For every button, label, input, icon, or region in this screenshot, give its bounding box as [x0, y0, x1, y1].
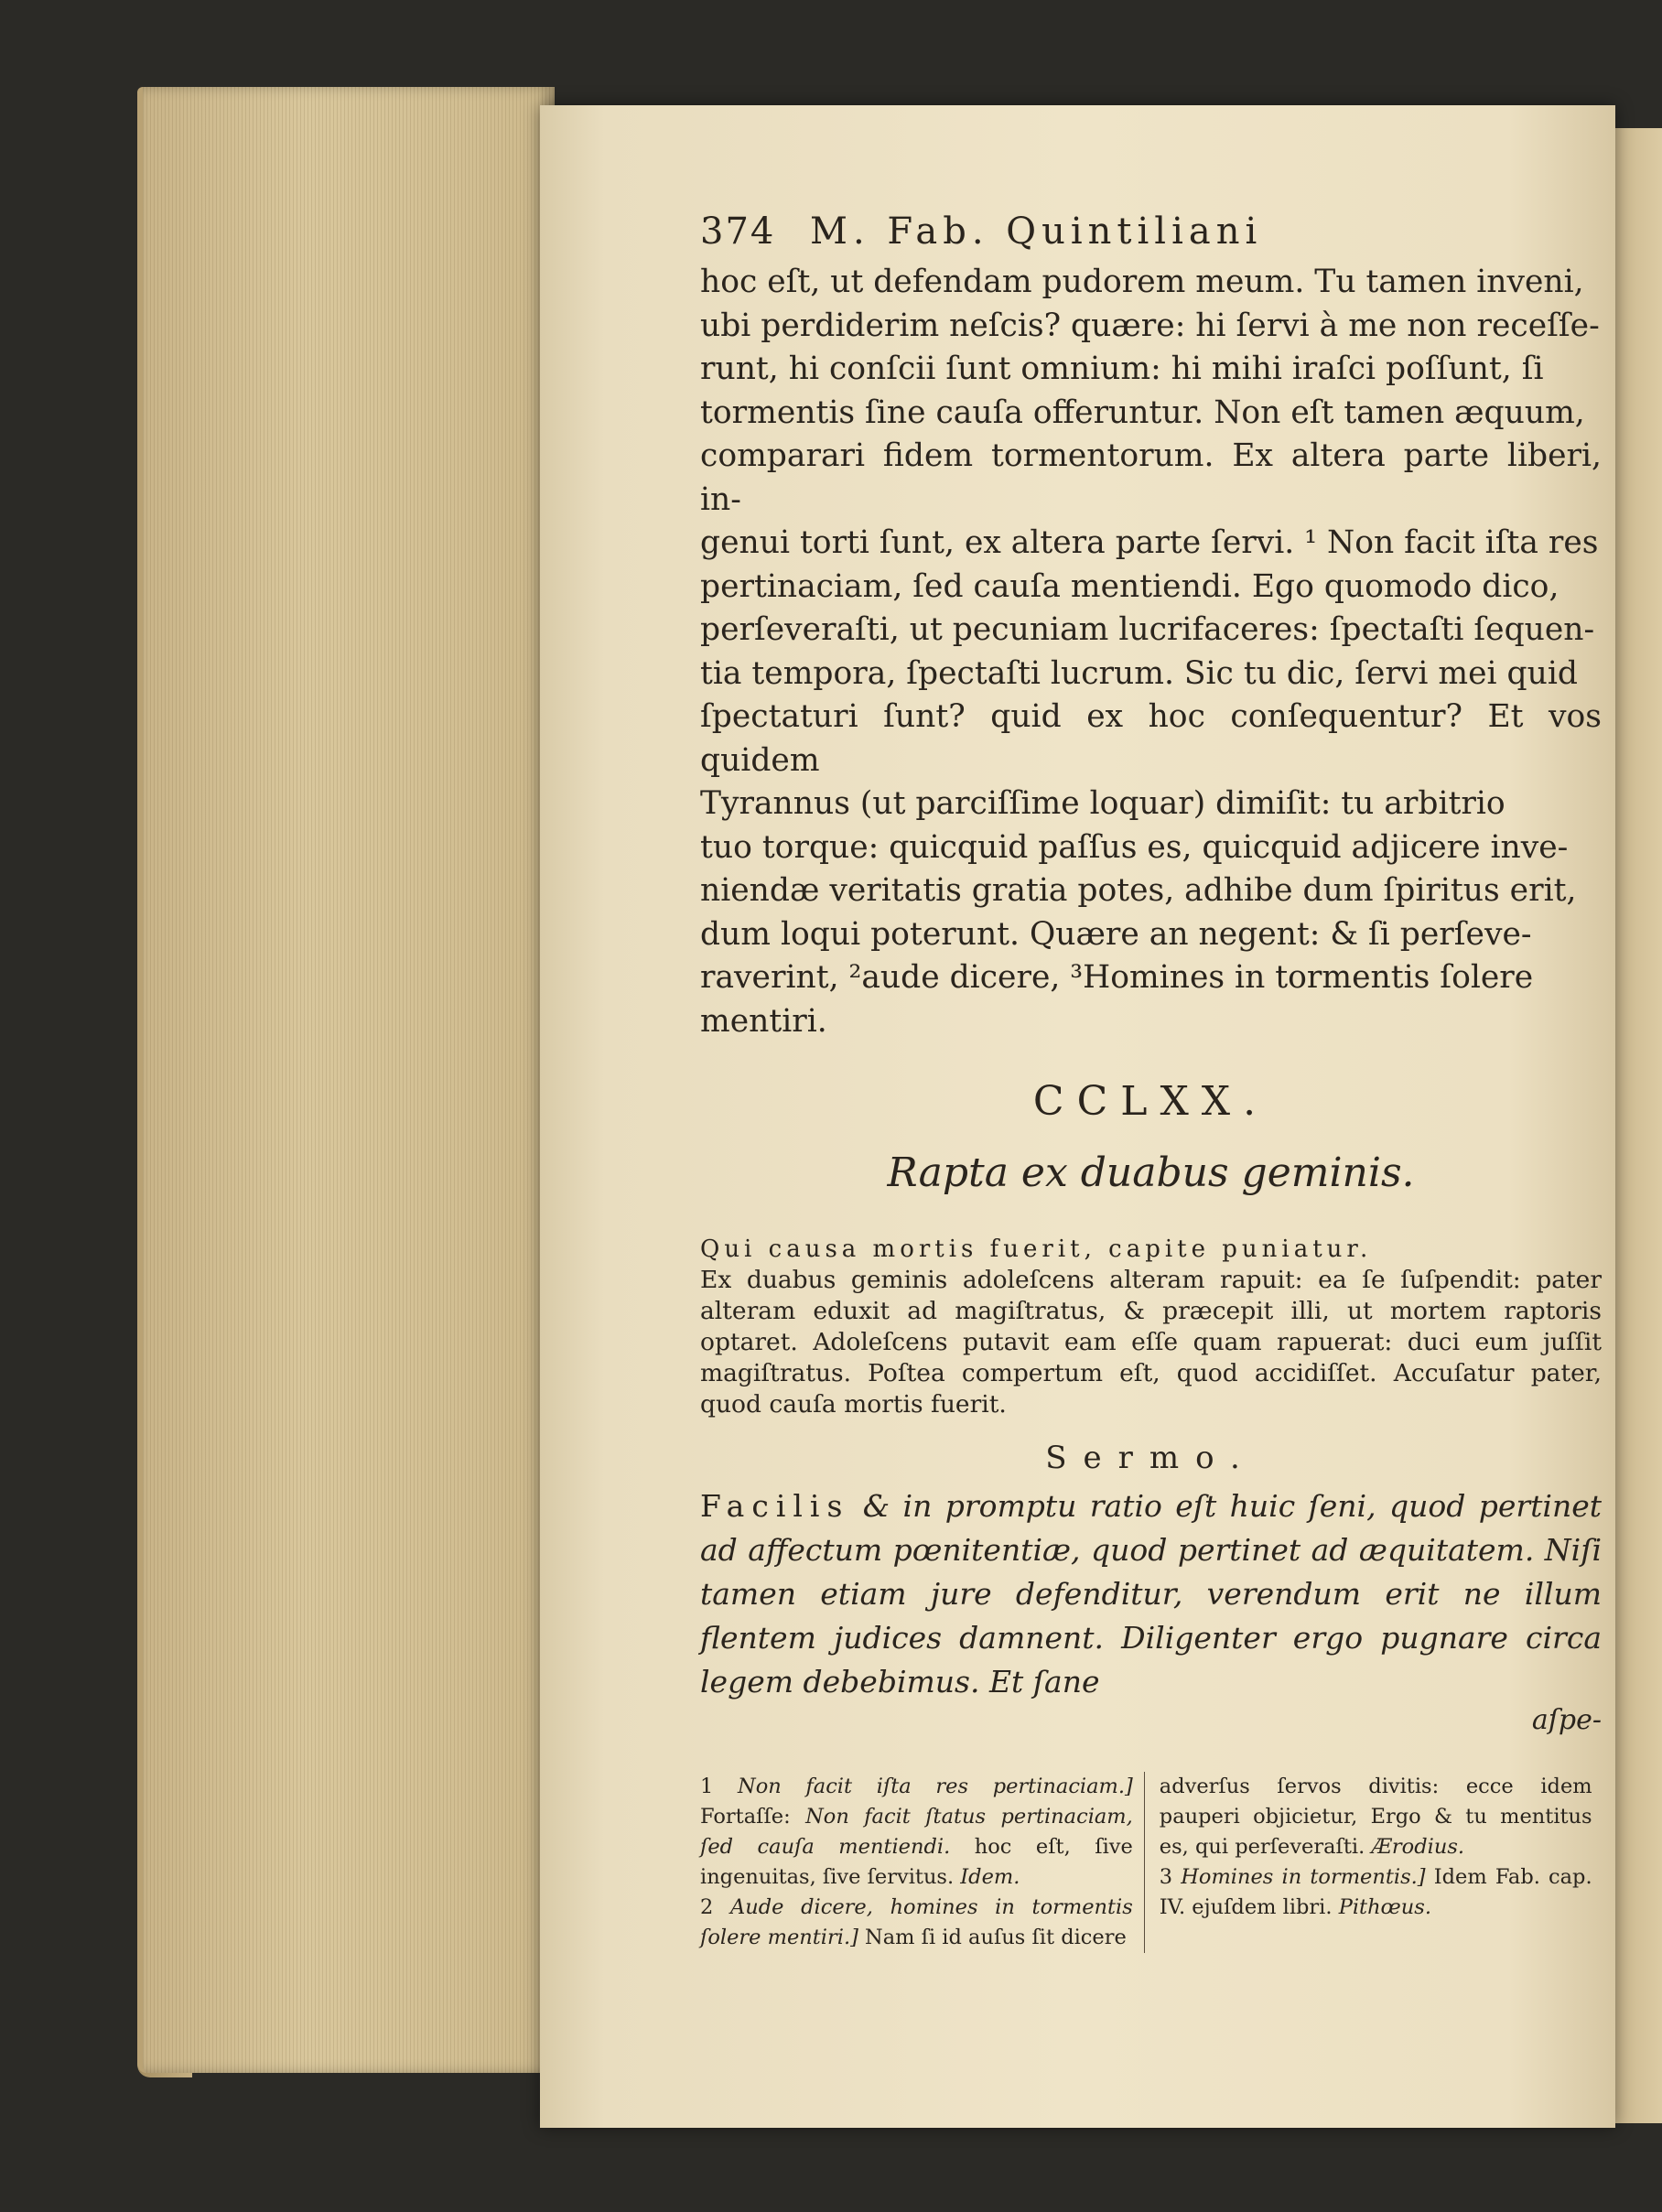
footnote-lemma: Homines in tormentis.] — [1181, 1865, 1426, 1889]
body-line: tia tempora, ſpectaſti lucrum. Sic tu dic, ſervi mei quid — [700, 654, 1578, 692]
body-line: perſeveraſti, ut pecuniam lucrifaceres: ſpectaſti ſequen- — [700, 611, 1595, 648]
sermo-heading: Sermo. — [1045, 1440, 1257, 1476]
footnote-lemma: Non facit iſta res pertinaciam.] — [738, 1775, 1133, 1798]
footnote-number: 2 — [700, 1895, 714, 1919]
body-line: ubi perdiderim neſcis? quære: hi ſervi à me non receſſe- — [700, 307, 1600, 344]
footnote-author: Idem. — [960, 1865, 1020, 1889]
argument-text: Ex duabus geminis adoleſcens alteram rapuit: ea ſe ſuſpendit: pater alteram eduxit ad magiſtratus, & præcepit illi, ut mortem raptoris optaret. Adoleſcens putavit eam eſſe quam rapuerat: duci eum juſſit magiſtratus. Poſtea compertum eſt, quod accidiſſet. Accuſatur pater, quod cauſa mortis fuerit. — [700, 1266, 1602, 1419]
body-line: raverint, ²aude dicere, ³Homines in tormentis ſolere — [700, 959, 1534, 996]
body-line: mentiri. — [700, 1002, 827, 1040]
section-number: CCLXX. — [1032, 1078, 1269, 1125]
footnote-author: Ærodius. — [1371, 1835, 1465, 1859]
body-line: pertinaciam, ſed cauſa mentiendi. Ego quomodo dico, — [700, 567, 1559, 605]
footnotes-right-column — [1145, 1772, 1592, 1953]
footnotes — [700, 1772, 1602, 1953]
footnote-text: adverſus ſervos divitis: ecce idem pauperi objicietur, Ergo & tu mentitus es, qui perſeveraſti. — [1159, 1775, 1592, 1859]
footnote-text: hoc eſt, ſive ingenuitas, ſive ſervitus. — [700, 1835, 1133, 1889]
section-title: Rapta ex duabus geminis. — [887, 1149, 1415, 1196]
footnote — [1160, 1862, 1592, 1923]
running-title: M. Fab. Quintiliani — [810, 210, 1263, 253]
body-line: dum loqui poterunt. Quære an negent: & ſi perſeve- — [700, 915, 1532, 953]
book-page — [540, 105, 1615, 2128]
body-line: tuo torque: quicquid paſſus es, quicquid adjicere inve- — [700, 828, 1569, 866]
argument-lemma: Qui causa mortis fuerit, capite puniatur. — [700, 1235, 1373, 1263]
footnote-text: Nam ſi id auſus ſit dicere — [865, 1926, 1127, 1949]
footnote-author: Pithœus. — [1338, 1895, 1431, 1919]
body-line: hoc eſt, ut defendam pudorem meum. Tu tamen inveni, — [700, 264, 1584, 300]
footnote-text: Idem Fab. cap. IV. ejuſdem libri. — [1159, 1865, 1592, 1919]
body-line: tormentis ſine cauſa offeruntur. Non eſt tamen æquum, — [700, 394, 1585, 431]
footnotes-left-column — [700, 1772, 1145, 1953]
footnote-quote: Non facit ſtatus pertinaciam, ſed cauſa mentiendi. — [700, 1805, 1133, 1859]
page-block-edge — [137, 87, 555, 2073]
footnote-number: 3 — [1159, 1865, 1173, 1889]
body-line: Tyrannus (ut parciſſime loquar) dimiſit: tu arbitrio — [700, 785, 1506, 822]
body-text — [700, 261, 1602, 1043]
sermo-body: & in promptu ratio eſt huic ſeni, quod pertinet ad affectum pœnitentiæ, quod pertinet ad æquitatem. Niſi tamen etiam jure defenditur, verendum erit ne illum flentem judices damnent. Diligenter ergo pugnare circa legem debebimus. Et ſane — [700, 1488, 1602, 1699]
running-head — [700, 210, 1602, 261]
footnote — [700, 1893, 1133, 1953]
page-number: 374 — [700, 210, 776, 253]
body-line: comparari fidem tormentorum. Ex altera parte liberi, in- — [700, 437, 1602, 518]
footnote-text: Fortaſſe: — [700, 1805, 791, 1829]
catchword: aſpe- — [1531, 1704, 1602, 1736]
footnote — [700, 1772, 1133, 1893]
body-line: niendæ veritatis gratia potes, adhibe dum ſpiritus erit, — [700, 872, 1577, 909]
sermo-text — [700, 1484, 1602, 1704]
footnote — [1160, 1772, 1592, 1862]
sermo-initial-word: Facilis — [700, 1488, 850, 1524]
body-line: genui torti ſunt, ex altera parte ſervi. ¹ Non facit iſta res — [700, 524, 1599, 561]
footnote-lemma: Aude dicere, homines in tormentis ſolere mentiri.] — [700, 1895, 1133, 1949]
footnote-number: 1 — [700, 1775, 714, 1798]
argument-block — [700, 1234, 1602, 1420]
page-content — [700, 210, 1602, 1953]
body-line: ſpectaturi ſunt? quid ex hoc conſequentur? Et vos quidem — [700, 698, 1602, 779]
body-line: runt, hi conſcii ſunt omnium: hi mihi iraſci poſſunt, ſi — [700, 351, 1544, 387]
